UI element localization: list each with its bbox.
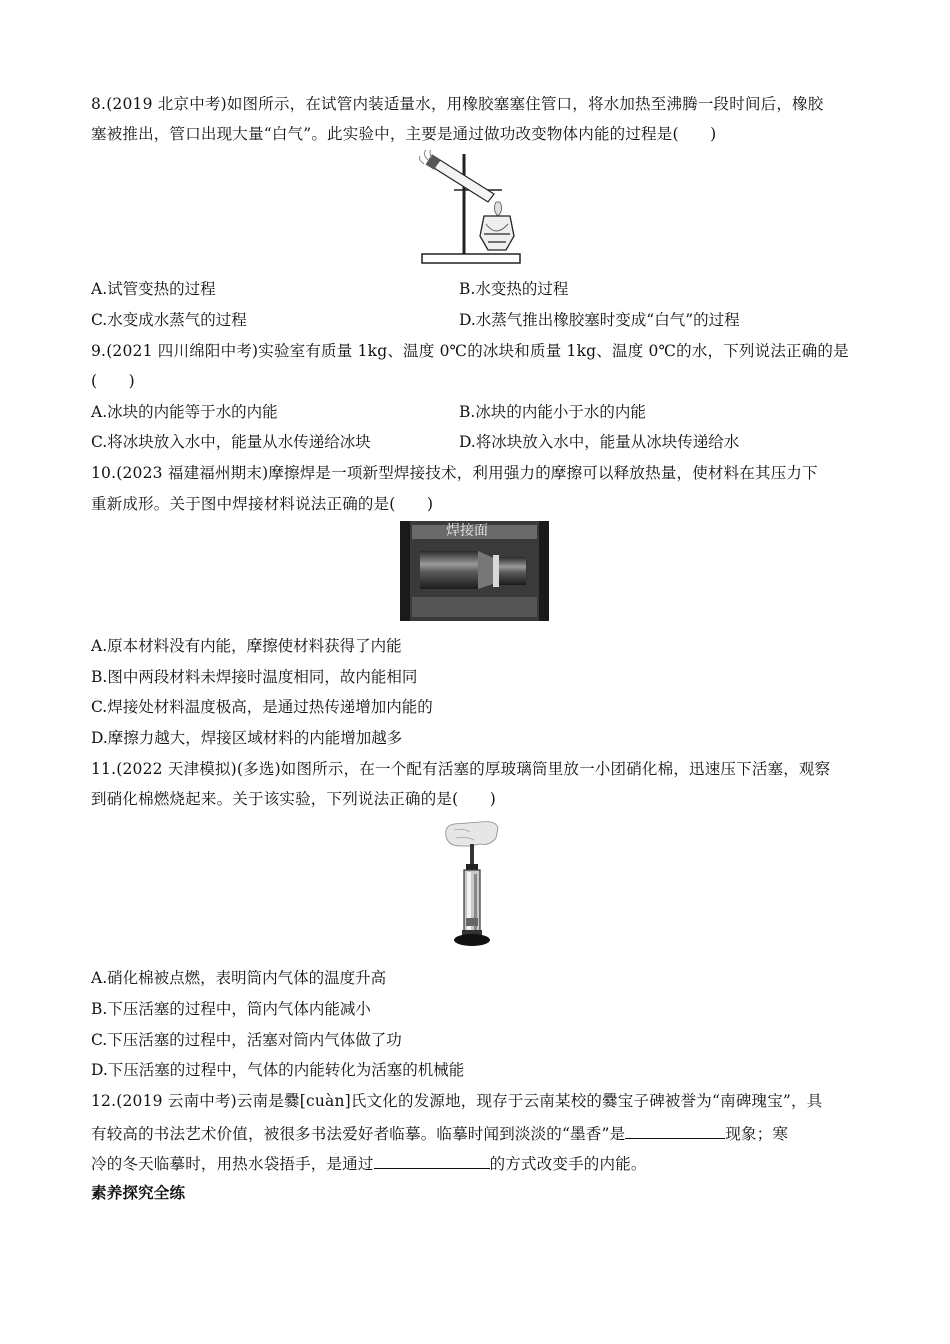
q11-option-b: B.下压活塞的过程中，筒内气体内能减小 xyxy=(91,1000,371,1018)
q12-answer-blank-2[interactable] xyxy=(374,1152,490,1169)
q9-option-d: D.将冰块放入水中，能量从冰块传递给水 xyxy=(459,433,740,451)
q9-option-b: B.冰块的内能小于水的内能 xyxy=(459,403,646,421)
q12-stem-line2 xyxy=(91,1122,861,1144)
q11-option-d: D.下压活塞的过程中，气体的内能转化为活塞的机械能 xyxy=(91,1061,465,1079)
q12-line2-text: 有较高的书法艺术价值，被很多书法爱好者临摹。临摹时闻到淡淡的“墨香”是 xyxy=(91,1125,626,1143)
section-heading: 素养探究全练 xyxy=(91,1183,186,1202)
q12-line2-tail: 现象；寒 xyxy=(725,1125,789,1143)
q9-stem-line1: 9.(2021 四川绵阳中考)实验室有质量 1kg、温度 0℃的冰块和质量 1kg、温度 0℃的水，下列说法正确的是 xyxy=(91,342,849,360)
q11-stem-line2: 到硝化棉燃烧起来。关于该实验，下列说法正确的是( ) xyxy=(91,790,496,808)
q9-stem-line2: ( ) xyxy=(91,372,135,390)
weld-surface-label: 焊接面 xyxy=(446,523,488,539)
q12-stem-line1: 12.(2019 云南中考)云南是爨[cuàn]氏文化的发源地，现存于云南某校的爨宝子碑被誉为“南碑瑰宝”，具 xyxy=(91,1092,823,1110)
q12-stem-line3 xyxy=(91,1152,861,1174)
q10-option-b: B.图中两段材料未焊接时温度相同，故内能相同 xyxy=(91,668,418,686)
q9-option-c: C.将冰块放入水中，能量从水传递给冰块 xyxy=(91,433,371,451)
q8-stem-line1: 8.(2019 北京中考)如图所示，在试管内装适量水，用橡胶塞塞住管口，将水加热至沸腾一段时间后，橡胶 xyxy=(91,95,824,113)
q8-stem-line2: 塞被推出，管口出现大量“白气”。此实验中，主要是通过做功改变物体内能的过程是( ) xyxy=(91,125,717,143)
q10-stem-line1: 10.(2023 福建福州期末)摩擦焊是一项新型焊接技术，利用强力的摩擦可以释放热量，使材料在其压力下 xyxy=(91,464,818,482)
q12-line3-text: 冷的冬天临摹时，用热水袋捂手，是通过 xyxy=(91,1155,374,1173)
boiling-test-tube-figure xyxy=(418,150,526,266)
q10-stem-line2: 重新成形。关于图中焊接材料说法正确的是( ) xyxy=(91,495,434,513)
q9-option-a: A.冰块的内能等于水的内能 xyxy=(91,403,278,421)
q8-option-a: A.试管变热的过程 xyxy=(91,280,216,298)
q12-line3-tail: 的方式改变手的内能。 xyxy=(489,1155,647,1173)
q8-option-b: B.水变热的过程 xyxy=(459,280,569,298)
q8-option-c: C.水变成水蒸气的过程 xyxy=(91,311,247,329)
q8-option-d: D.水蒸气推出橡胶塞时变成“白气”的过程 xyxy=(459,311,740,329)
friction-weld-photo xyxy=(400,521,549,621)
q11-option-a: A.硝化棉被点燃，表明筒内气体的温度升高 xyxy=(91,969,387,987)
q12-answer-blank-1[interactable] xyxy=(625,1122,725,1139)
q10-option-d: D.摩擦力越大，焊接区域材料的内能增加越多 xyxy=(91,729,403,747)
piston-cylinder-figure xyxy=(440,820,504,950)
q10-option-c: C.焊接处材料温度极高，是通过热传递增加内能的 xyxy=(91,698,433,716)
q10-option-a: A.原本材料没有内能，摩擦使材料获得了内能 xyxy=(91,637,402,655)
q11-stem-line1: 11.(2022 天津模拟)(多选)如图所示，在一个配有活塞的厚玻璃筒里放一小团硝化棉，迅速压下活塞，观察 xyxy=(91,760,831,778)
q11-option-c: C.下压活塞的过程中，活塞对筒内气体做了功 xyxy=(91,1031,402,1049)
